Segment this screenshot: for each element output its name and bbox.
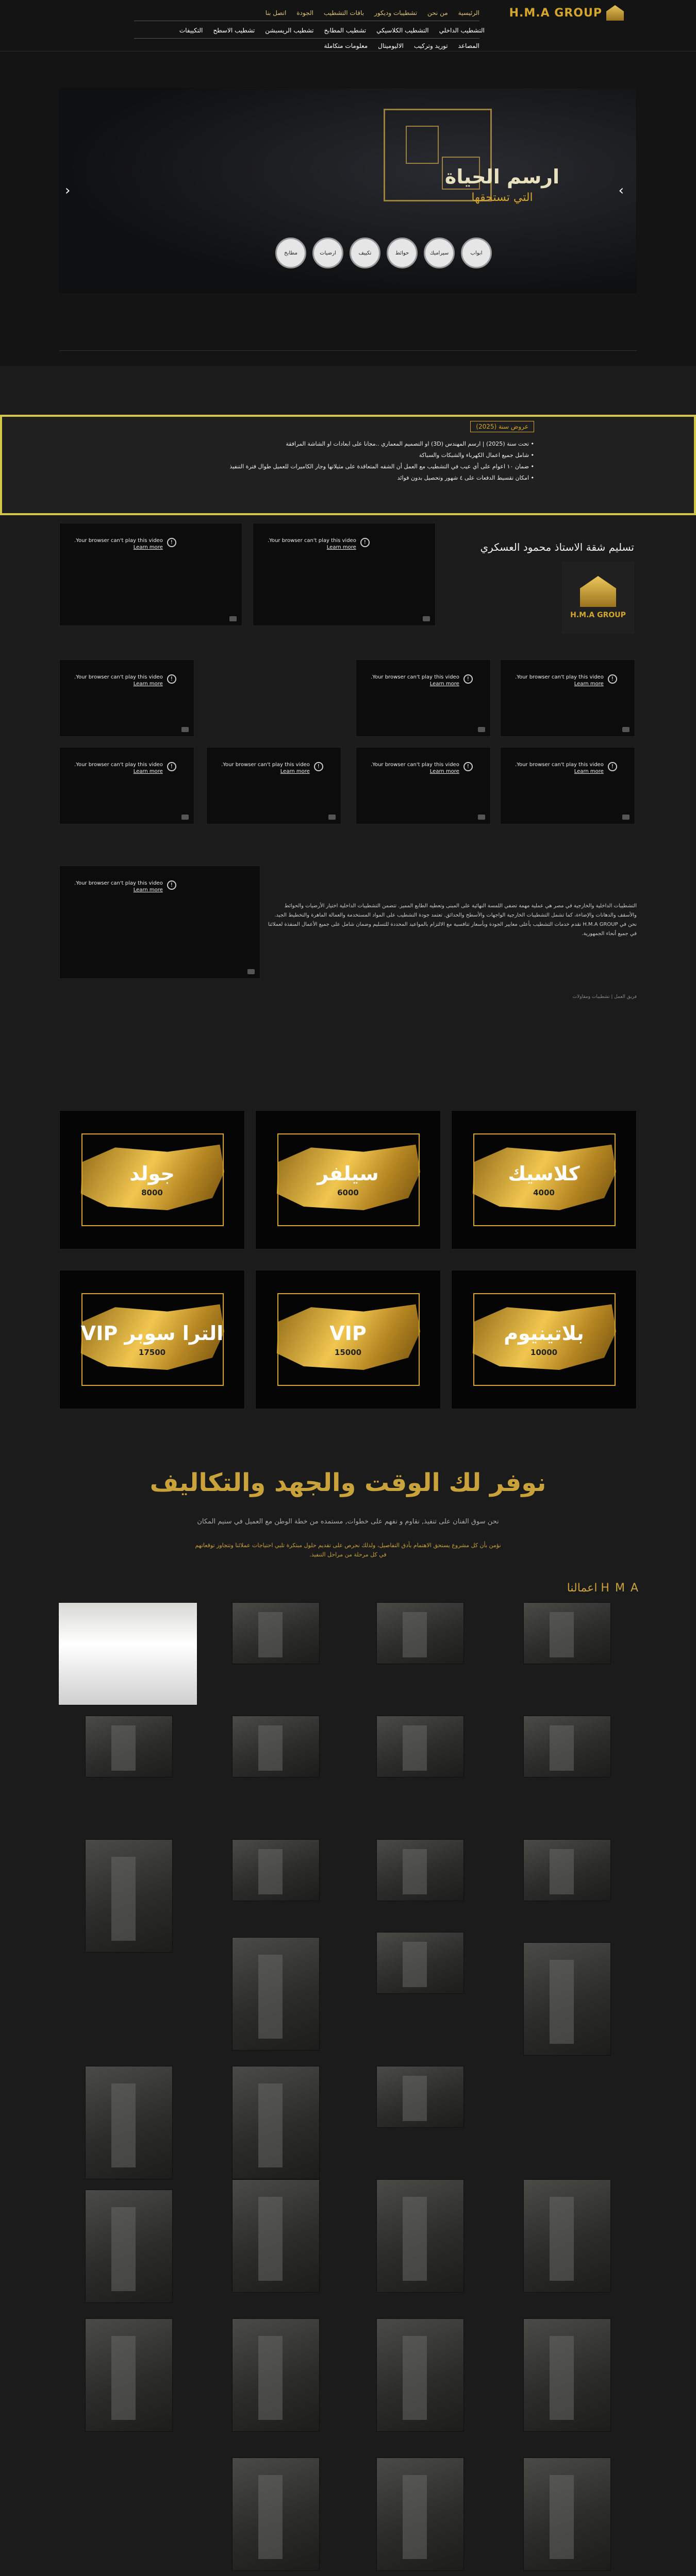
badge-kitchens: مطابخ: [275, 238, 306, 268]
badge-floors: ارضيات: [312, 238, 343, 268]
youtube-icon[interactable]: [622, 727, 629, 732]
gallery-image[interactable]: [85, 2318, 173, 2432]
gallery-image[interactable]: [523, 1839, 611, 1901]
nav-item-about[interactable]: من نحن: [427, 9, 448, 16]
gallery-image[interactable]: [232, 1937, 320, 2050]
package-price: 17500: [138, 1348, 166, 1357]
interior-photo: [258, 1612, 283, 1658]
package-name: كلاسيك: [508, 1162, 580, 1185]
package-name: VIP: [329, 1322, 367, 1345]
gallery-image[interactable]: [376, 1716, 464, 1777]
house-logo-icon: [606, 5, 624, 21]
package-price: 10000: [530, 1348, 558, 1357]
video-player[interactable]: [59, 866, 260, 979]
info-icon: !: [167, 538, 176, 547]
interior-photo: [403, 1942, 427, 1988]
learn-more-link[interactable]: Learn more: [326, 545, 356, 550]
video-player[interactable]: [500, 659, 635, 737]
interior-photo: [111, 2207, 136, 2292]
gallery-image[interactable]: [376, 2179, 464, 2293]
video-error-text: Your browser can't play this video.: [74, 674, 163, 680]
package-card[interactable]: [255, 1270, 441, 1409]
learn-more-link[interactable]: Learn more: [574, 769, 604, 774]
sub-nav-2: [324, 42, 479, 52]
interior-photo: [403, 1725, 427, 1771]
badge-walls: حوائط: [387, 238, 418, 268]
package-card[interactable]: [451, 1270, 637, 1409]
brand-name: H.M.A GROUP: [509, 6, 602, 20]
learn-more-link[interactable]: Learn more: [133, 769, 163, 774]
nav-item-elevators[interactable]: المصاعد: [458, 42, 479, 49]
video-player[interactable]: [59, 523, 242, 626]
interior-photo: [550, 1612, 574, 1658]
slogan-section: [0, 1432, 696, 1571]
info-icon: !: [167, 880, 176, 890]
works-gallery: [0, 1571, 696, 2576]
info-icon: !: [167, 762, 176, 771]
video-error-text: Your browser can't play this video.: [515, 674, 604, 680]
video-player[interactable]: [253, 523, 436, 626]
works-title: اعمالنا H M A: [567, 1582, 639, 1595]
offer-item: • شامل جميع اعمال الكهرباء والشبكات والسباكة: [204, 450, 534, 461]
video-error-text: Your browser can't play this video.: [268, 538, 356, 544]
nav-divider: [134, 38, 479, 39]
youtube-icon[interactable]: [622, 815, 629, 820]
sub-nav: [179, 27, 485, 36]
youtube-icon[interactable]: [478, 727, 485, 732]
gallery-image[interactable]: [85, 1839, 173, 1953]
slogan-line: نحن سوق الفنان على تنفيذ, نقاوم و نفهم على خطوات, مستمده من خطة الوطن مع العميل في سنيم المكان: [197, 1518, 499, 1526]
hero-section: [0, 52, 696, 366]
hero-slide: [59, 88, 637, 294]
gallery-image[interactable]: [523, 2179, 611, 2293]
video-error-text: Your browser can't play this video.: [74, 880, 163, 886]
video-error-text: Your browser can't play this video.: [74, 762, 163, 768]
interior-photo: [111, 1857, 136, 1941]
package-card[interactable]: [59, 1270, 245, 1409]
slider-next-icon[interactable]: ›: [618, 183, 624, 198]
learn-more-link[interactable]: Learn more: [429, 769, 459, 774]
offer-item: • ضمان ١٠ اعوام على أي عيب في التشطيب مع العمل أن الشقه المتعاقدة على مثيلاتها وجار الكاميرات للعميل طوال فترة التنفيذ: [204, 461, 534, 472]
video-error-text: Your browser can't play this video.: [515, 762, 604, 768]
video-player[interactable]: [356, 747, 491, 824]
interior-photo: [258, 2336, 283, 2420]
offer-item: • تحت سنة (2025) | ارسم المهندس (3D) او التصميم المعماري ..مجانا على ابعادات او الشاشة المرافقة: [204, 438, 534, 450]
interior-photo: [550, 2197, 574, 2281]
video-player[interactable]: [500, 747, 635, 824]
video-caption: فريق العمل | تشطيبات ومقاولات: [572, 994, 637, 999]
interior-photo: [258, 2475, 283, 2560]
youtube-icon[interactable]: [478, 815, 485, 820]
info-icon: !: [463, 762, 473, 771]
offer-item: • امكان تقسيط الدفعات على ٤ شهور وتحصيل بدون فوائد: [204, 472, 534, 484]
hero-subheadline: التي تستحقها: [471, 191, 533, 204]
video-section-title: تسليم شقة الاستاذ محمود العسكري: [480, 541, 634, 553]
gallery-image[interactable]: [376, 2066, 464, 2128]
service-badges: [275, 238, 492, 268]
nav-item-roofs[interactable]: تشطيب الاسطح: [213, 27, 255, 34]
package-card[interactable]: [451, 1110, 637, 1249]
gallery-image[interactable]: [376, 1932, 464, 1994]
package-price: 6000: [337, 1188, 359, 1197]
badge-doors: ابواب: [461, 238, 492, 268]
video-section: [0, 515, 696, 1103]
gallery-image[interactable]: [523, 2318, 611, 2432]
nav-item-finishing[interactable]: تشطيبات وديكور: [374, 9, 418, 16]
video-logo: [562, 562, 634, 634]
nav-item-supply[interactable]: توريد وتركيب: [413, 42, 448, 49]
video-description: التشطيبات الداخلية والخارجية في مصر هي عملية مهمة تضفي اللمسة النهائية على المبنى وتعطيه الطابع المميز. تتضمن التشطيبات الداخلية اختيار الأرضيات والحوائط والأسقف والدهانات والإضاءة، كما تشمل التشطيبات الخارجية الواجهات والأسطح والحدائق. تعتمد جودة التشطيب على المواد المستخدمة والعمالة الماهرة والتخطيط الجيد. نحن في H.M.A GROUP نقدم خدمات التشطيب بأعلى معايير الجودة وبأسعار تنافسية مع الالتزام بالمواعيد المحددة للتسليم وضمان شامل على جميع الأعمال المنفذة لعملائنا في جميع أنحاء الجمهورية.: [268, 903, 637, 937]
interior-photo: [550, 1960, 574, 2044]
video-player[interactable]: [356, 659, 491, 737]
nav-item-reception[interactable]: تشطيب الريسبشن: [265, 27, 314, 34]
learn-more-link[interactable]: Learn more: [133, 681, 163, 687]
nav-item-packages[interactable]: باقات التشطيب: [323, 9, 364, 16]
package-name: الترا سوبر VIP: [80, 1322, 224, 1345]
package-name: سيلفر: [317, 1162, 379, 1185]
learn-more-link[interactable]: Learn more: [133, 887, 163, 893]
nav-item-interior[interactable]: التشطيب الداخلي: [439, 27, 485, 34]
gallery-image[interactable]: [523, 1942, 611, 2056]
gallery-image[interactable]: [376, 1839, 464, 1901]
nav-item-classic[interactable]: التشطيب الكلاسيكي: [376, 27, 429, 34]
package-name: بلاتينيوم: [504, 1322, 584, 1345]
learn-more-link[interactable]: Learn more: [280, 769, 310, 774]
info-icon: !: [463, 674, 473, 684]
gallery-image[interactable]: [523, 1716, 611, 1777]
interior-photo: [403, 1612, 427, 1658]
packages-section: [0, 1103, 696, 1432]
video-player[interactable]: [59, 659, 194, 737]
youtube-icon[interactable]: [181, 815, 189, 820]
video-error-text: Your browser can't play this video.: [371, 762, 459, 768]
gallery-image[interactable]: [58, 1602, 197, 1705]
package-card[interactable]: [255, 1110, 441, 1249]
badge-ceramic: سيراميك: [424, 238, 455, 268]
gallery-image[interactable]: [232, 2179, 320, 2293]
package-price: 4000: [533, 1188, 555, 1197]
learn-more-link[interactable]: Learn more: [133, 545, 163, 550]
package-price: 15000: [334, 1348, 362, 1357]
gallery-image[interactable]: [232, 1716, 320, 1777]
video-player[interactable]: [206, 747, 341, 824]
interior-photo: [258, 2083, 283, 2168]
learn-more-link[interactable]: Learn more: [429, 681, 459, 687]
nav-item-ac[interactable]: التكييفات: [179, 27, 203, 34]
interior-photo: [258, 2197, 283, 2281]
video-error-text: Your browser can't play this video.: [74, 538, 163, 544]
interior-photo: [111, 2083, 136, 2168]
nav-item-kitchens[interactable]: تشطيب المطابخ: [324, 27, 367, 34]
gallery-image[interactable]: [85, 2190, 173, 2303]
nav-item-info[interactable]: معلومات متكاملة: [324, 42, 368, 49]
youtube-icon[interactable]: [229, 616, 237, 621]
gallery-image[interactable]: [523, 2458, 611, 2571]
package-name: جولد: [129, 1162, 175, 1185]
slider-prev-icon[interactable]: ‹: [65, 183, 71, 198]
info-icon: !: [360, 538, 370, 547]
interior-photo: [550, 1725, 574, 1771]
offers-list: [204, 438, 534, 484]
gallery-image[interactable]: [232, 2318, 320, 2432]
gallery-image[interactable]: [376, 2458, 464, 2571]
interior-photo: [403, 2475, 427, 2560]
nav-item-contact[interactable]: اتصل بنا: [265, 9, 287, 16]
slogan-title: نوفر لك الوقت والجهد والتكاليف: [150, 1468, 546, 1497]
header: [0, 0, 696, 52]
video-error-text: Your browser can't play this video.: [371, 674, 459, 680]
brand-logo[interactable]: [509, 5, 624, 21]
gallery-image[interactable]: [232, 1602, 320, 1664]
offers-banner: [0, 415, 696, 515]
interior-photo: [550, 1849, 574, 1895]
interior-photo: [403, 2076, 427, 2122]
info-icon: !: [314, 762, 323, 771]
interior-photo: [258, 1725, 283, 1771]
package-price: 8000: [141, 1188, 163, 1197]
nav-item-quality[interactable]: الجودة: [296, 9, 313, 16]
package-card[interactable]: [59, 1110, 245, 1249]
info-icon: !: [608, 674, 617, 684]
info-icon: !: [608, 762, 617, 771]
interior-photo: [258, 1849, 283, 1895]
interior-photo: [550, 2336, 574, 2420]
gallery-image[interactable]: [232, 2458, 320, 2571]
gallery-image[interactable]: [85, 1716, 173, 1777]
learn-more-link[interactable]: Learn more: [574, 681, 604, 687]
section-divider: [59, 350, 637, 351]
main-nav: [266, 9, 479, 19]
gallery-image[interactable]: [376, 1602, 464, 1664]
interior-photo: [111, 2336, 136, 2420]
gallery-image[interactable]: [523, 1602, 611, 1664]
gallery-image[interactable]: [85, 2066, 173, 2179]
gallery-image[interactable]: [232, 1839, 320, 1901]
video-error-text: Your browser can't play this video.: [221, 762, 310, 768]
info-icon: !: [167, 674, 176, 684]
offers-tag: عروض سنة (2025): [470, 421, 534, 432]
nav-item-aluminum[interactable]: الاليوميتال: [378, 42, 404, 49]
hero-headline: ارسم الحياة: [444, 165, 560, 188]
nav-item-home[interactable]: الرئيسية: [458, 9, 479, 16]
slogan-paragraph: نؤمن بأن كل مشروع يستحق الاهتمام بأدق التفاصيل، ولذلك نحرص على تقديم حلول مبتكرة تلبي احتياجات عملائنا وتتجاوز توقعاتهم في كل مرحلة من مراحل التنفيذ.: [195, 1542, 501, 1558]
gallery-image[interactable]: [232, 2066, 320, 2179]
interior-photo: [403, 2336, 427, 2420]
house-logo-icon: [580, 576, 616, 607]
youtube-icon[interactable]: [181, 727, 189, 732]
gallery-image[interactable]: [376, 2318, 464, 2432]
youtube-icon[interactable]: [328, 815, 336, 820]
interior-photo: [111, 1725, 136, 1771]
interior-photo: [403, 2197, 427, 2281]
brand-name: H.M.A GROUP: [570, 611, 626, 619]
youtube-icon[interactable]: [423, 616, 430, 621]
interior-photo: [258, 1955, 283, 2039]
youtube-icon[interactable]: [247, 969, 255, 974]
interior-photo: [550, 2475, 574, 2560]
interior-photo: [403, 1849, 427, 1895]
video-player[interactable]: [59, 747, 194, 824]
badge-ac: تكييف: [350, 238, 380, 268]
